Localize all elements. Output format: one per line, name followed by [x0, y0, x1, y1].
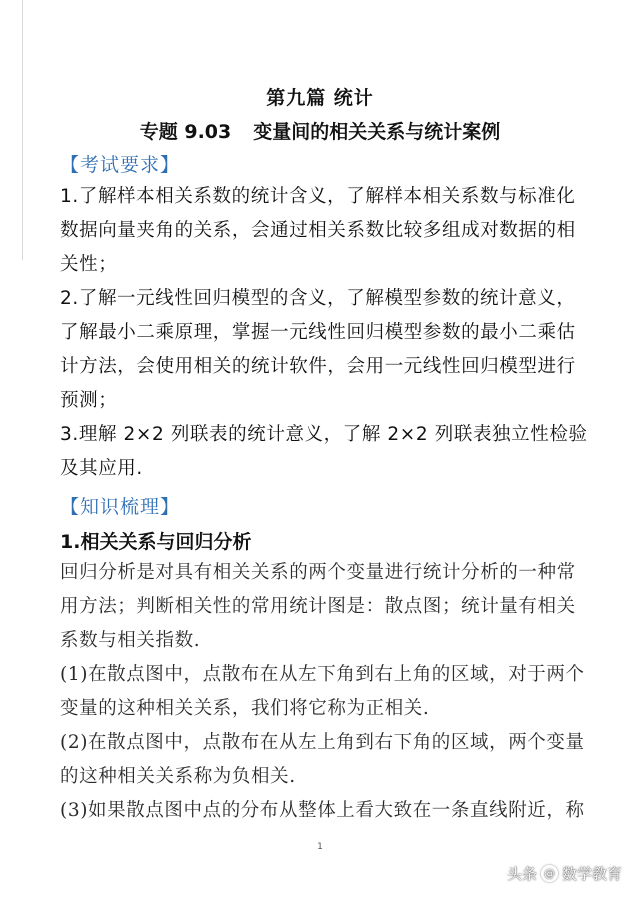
document-subtitle	[0, 117, 640, 144]
text-line: 2.了解一元线性回归模型的含义，了解模型参数的统计意义，	[60, 288, 576, 309]
text-line: 预测；	[60, 390, 118, 411]
text-line: 变量的这种相关关系，我们将它称为正相关.	[60, 698, 430, 719]
text-line: 用方法；判断相关性的常用统计图是：散点图；统计量有相关	[60, 596, 576, 617]
at-sign-icon: @	[541, 865, 558, 882]
watermark-handle: 数学教育	[561, 865, 622, 883]
page-number: 1	[317, 842, 323, 852]
document-title: 第九篇 统计	[266, 87, 374, 109]
text-line: (2)在散点图中，点散布在从左上角到右下角的区域，两个变量	[60, 732, 585, 753]
text-line: 了解最小二乘原理，掌握一元线性回归模型参数的最小二乘估	[60, 322, 576, 343]
text-line: 系数与相关指数.	[60, 630, 201, 651]
exam-requirements-heading: 【考试要求】	[60, 154, 181, 176]
subtitle-text: 变量间的相关关系与统计案例	[253, 121, 501, 143]
knowledge-subheading: 1.相关关系与回归分析	[60, 531, 252, 553]
text-line: 的这种相关关系称为负相关.	[60, 766, 296, 787]
subtitle-code: 专题 9.03	[139, 121, 232, 143]
text-line: 数据向量夹角的关系，会通过相关系数比较多组成对数据的相	[60, 220, 576, 241]
watermark-prefix: 头条	[506, 865, 537, 883]
text-line: 回归分析是对具有相关关系的两个变量进行统计分析的一种常	[60, 562, 576, 583]
text-line: (1)在散点图中，点散布在从左下角到右上角的区域，对于两个	[60, 664, 585, 685]
text-line: 计方法，会使用相关的统计软件，会用一元线性回归模型进行	[60, 356, 576, 377]
exam-requirements-body	[60, 180, 595, 486]
text-line: 及其应用.	[60, 458, 143, 479]
knowledge-heading: 【知识梳理】	[60, 496, 181, 518]
text-line: 3.理解 2×2 列联表的统计意义，了解 2×2 列联表独立性检验	[60, 424, 588, 445]
text-line: (3)如果散点图中点的分布从整体上看大致在一条直线附近，称	[60, 800, 585, 821]
knowledge-body	[60, 556, 595, 828]
text-line: 关性；	[60, 254, 118, 275]
watermark	[507, 863, 622, 884]
text-line: 1.了解样本相关系数的统计含义，了解样本相关系数与标准化	[60, 186, 576, 207]
